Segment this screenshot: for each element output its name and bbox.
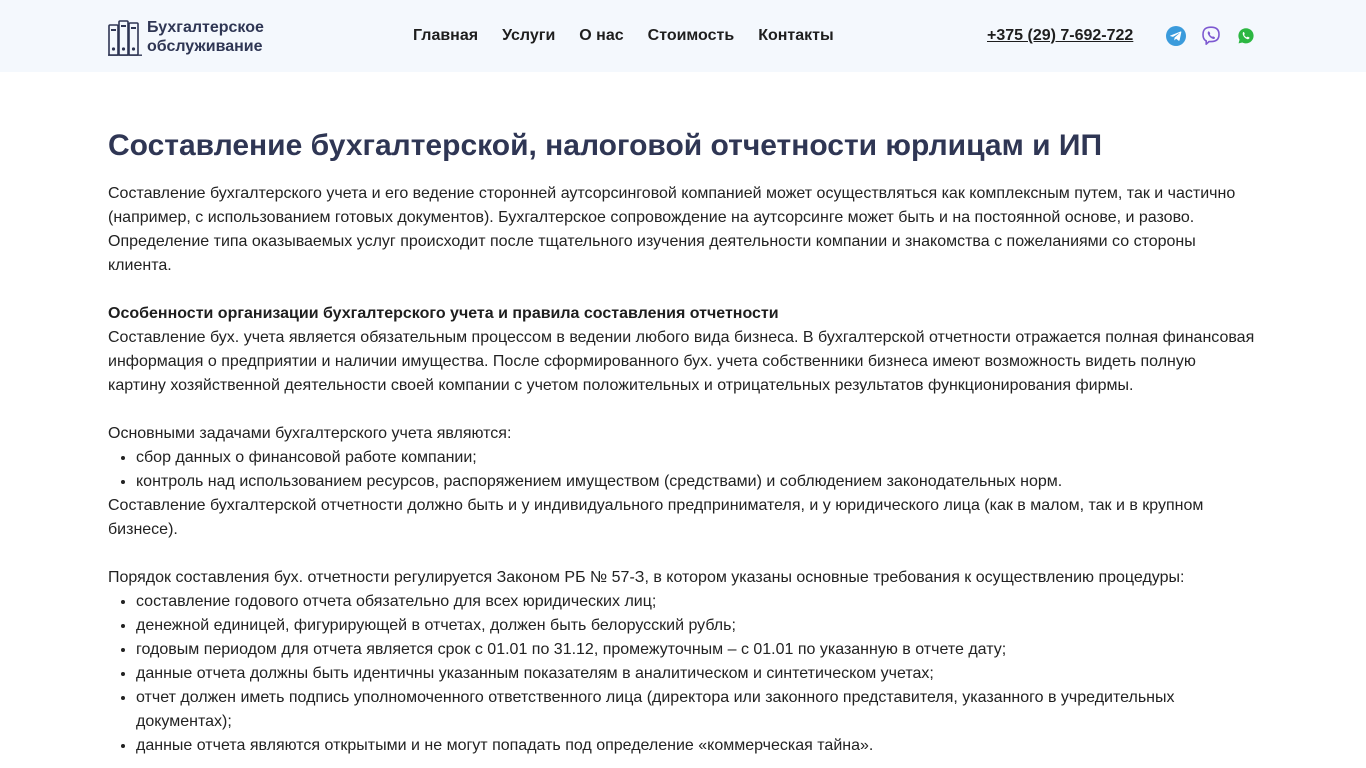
viber-link[interactable] (1200, 25, 1222, 47)
whatsapp-link[interactable] (1235, 25, 1257, 47)
nav-item-services[interactable]: Услуги (502, 27, 556, 44)
list-item: • годовым периодом для отчета является срок с 01.01 по 31.12, промежуточным – с 01.01 по указанную в отчете дату; (136, 638, 1258, 662)
telegram-icon (1165, 25, 1187, 47)
list-item: • данные отчета являются открытыми и не могут попадать под определение «коммерческая тайна». (136, 734, 1258, 758)
nav-item-home[interactable]: Главная (413, 27, 479, 44)
section-paragraph: Составление бух. учета является обязательным процессом в ведении любого вида бизнеса. В бухгалтерской отчетности отражается полная финансовая информация о предприятии и наличии имущества. После сформированного бух. учета собственники бизнеса имеют возможность видеть полную картину хозяйственной деятельности своей компании с учетом положительных и отрицательных результатов функционирования фирмы. (108, 329, 1255, 394)
section-heading (108, 302, 1258, 326)
page-title: Составление бухгалтерской, налоговой отчетности юрлицам и ИП (108, 129, 1103, 162)
list-item: • денежной единицей, фигурирующей в отчетах, должен быть белорусский рубль; (136, 614, 1258, 638)
phone-link[interactable]: +375 (29) 7-692-722 (987, 27, 1134, 44)
nav-item-pricing[interactable]: Стоимость (647, 27, 735, 44)
logo-link[interactable] (108, 17, 264, 57)
whatsapp-icon (1235, 25, 1257, 47)
main-nav (413, 26, 858, 46)
nav-item-about[interactable]: О нас (579, 27, 624, 44)
tasks-list (108, 446, 1258, 494)
tasks-intro: Основными задачами бухгалтерского учета являются: (108, 425, 512, 442)
list-item: • контроль над использованием ресурсов, распоряжением имуществом (средствами) и соблюдением законодательных норм. (136, 470, 1258, 494)
list-item: • сбор данных о финансовой работе компании; (136, 446, 1258, 470)
main-content (108, 124, 1258, 758)
list-item: • данные отчета должны быть идентичны указанным показателям в аналитическом и синтетическом учетах; (136, 662, 1258, 686)
viber-icon (1200, 25, 1222, 47)
social-links (1165, 25, 1257, 47)
list-item: • составление годового отчета обязательно для всех юридических лиц; (136, 590, 1258, 614)
nav-item-contacts[interactable]: Контакты (758, 27, 834, 44)
intro-paragraph: Составление бухгалтерского учета и его ведение сторонней аутсорсинговой компанией может осуществляться как комплексным путем, так и частично (например, с использованием готовых документов). Бухгалтерское сопровождение на аутсорсинге может быть и на постоянной основе, и разово. Определение типа оказываемых услуг происходит после тщательного изучения деятельности компании и знакомства с пожеланиями со стороны клиента. (108, 185, 1236, 274)
binders-logo-icon (108, 18, 142, 56)
logo-text (147, 18, 264, 56)
order-intro: Порядок составления бух. отчетности регулируется Законом РБ № 57-З, в котором указаны основные требования к осуществлению процедуры: (108, 569, 1185, 586)
site-header (0, 0, 1366, 72)
tasks-after-paragraph: Составление бухгалтерской отчетности должно быть и у индивидуального предпринимателя, и у юридического лица (как в малом, так и в крупном бизнесе). (108, 497, 1204, 538)
telegram-link[interactable] (1165, 25, 1187, 47)
requirements-list (108, 590, 1258, 758)
list-item: • отчет должен иметь подпись уполномоченного ответственного лица (директора или законного представителя, указанного в учредительных документах); (136, 686, 1258, 734)
logo-line-1: Бухгалтерское (147, 19, 264, 36)
logo-line-2: обслуживание (147, 38, 263, 55)
section-heading-text: Особенности организации бухгалтерского учета и правила составления отчетности (108, 305, 779, 322)
